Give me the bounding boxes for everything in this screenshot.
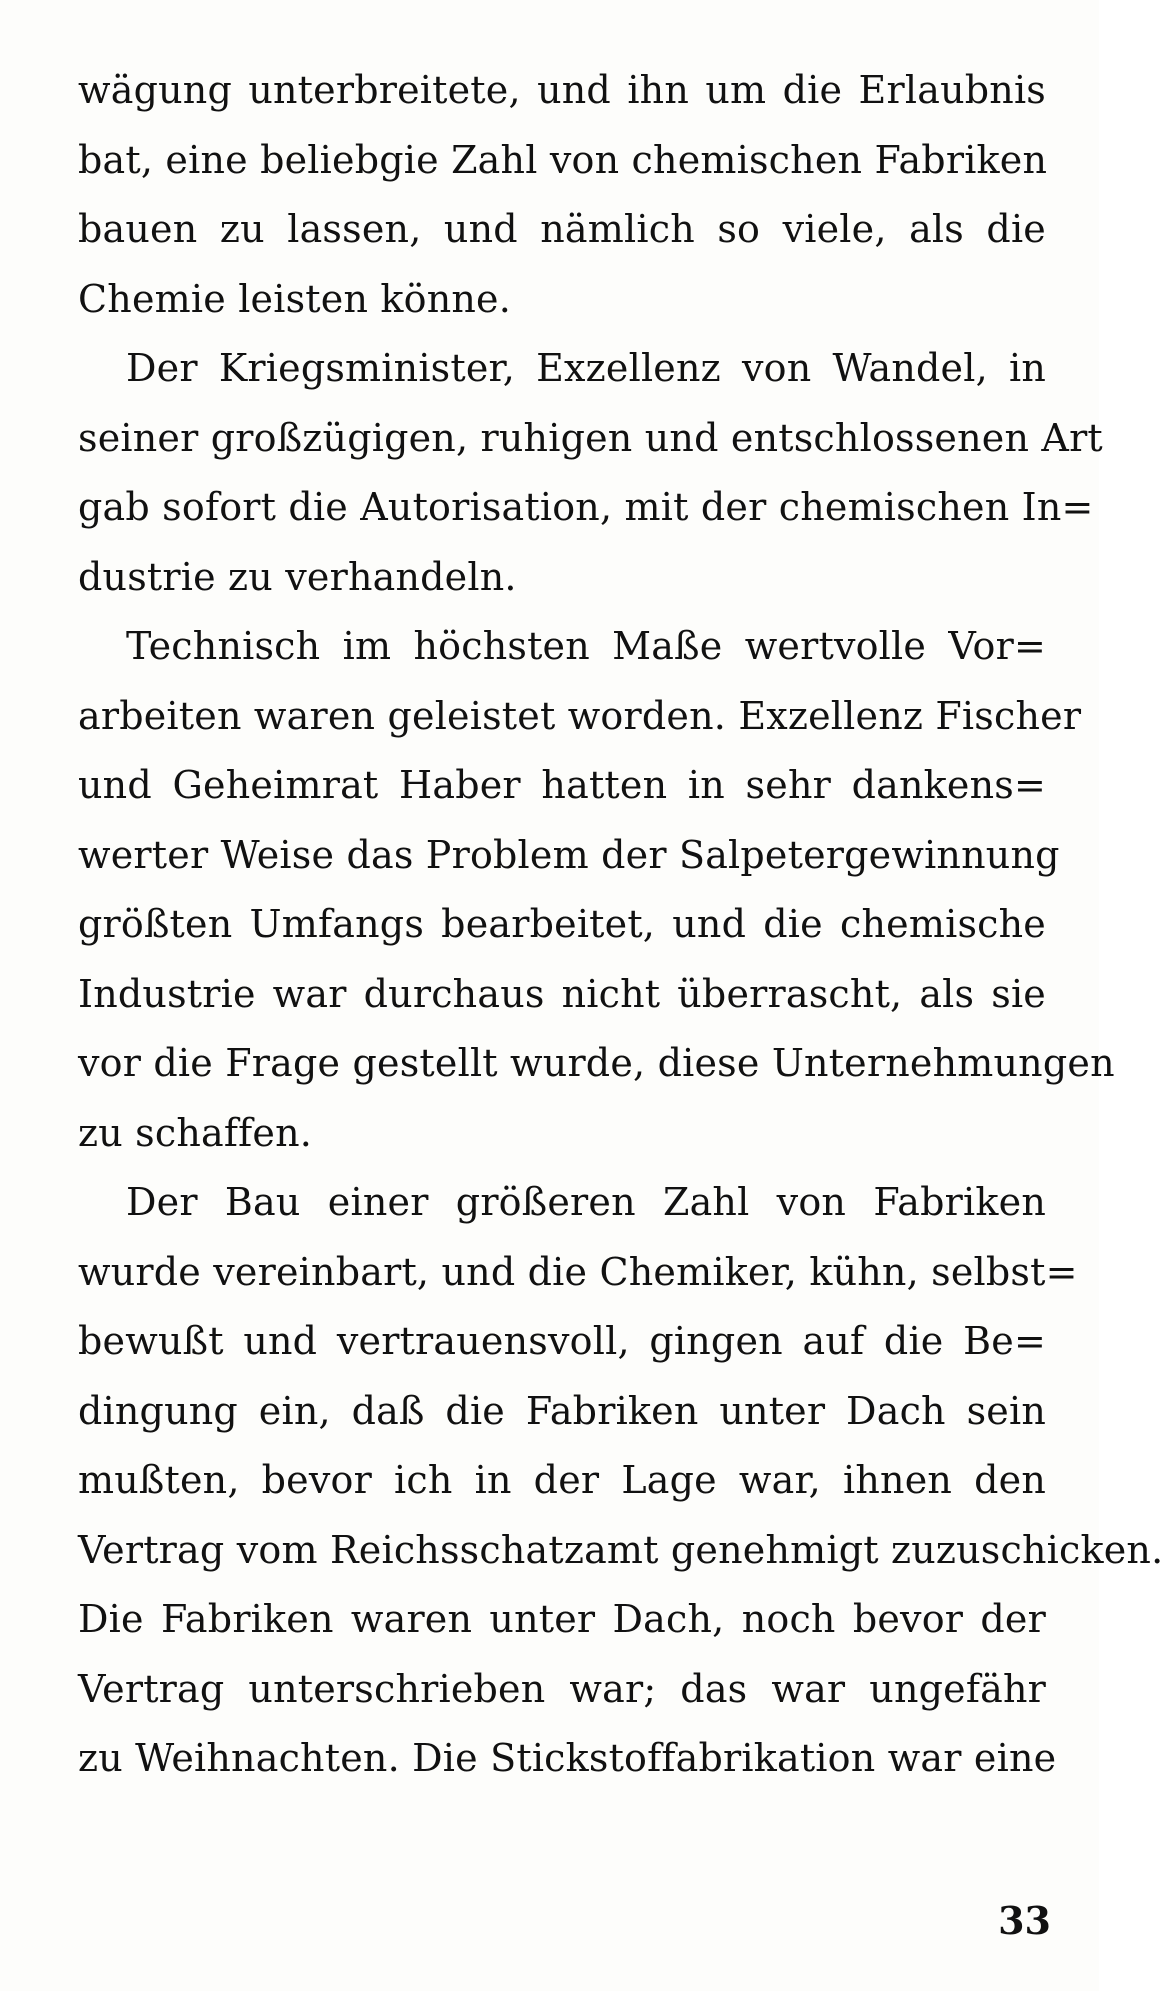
text-line: größten Umfangs bearbeitet, und die chemische xyxy=(78,902,1046,946)
paragraph-1 xyxy=(78,56,1046,334)
text-line: bewußt und vertrauensvoll, gingen auf die Be= xyxy=(78,1319,1046,1363)
text-line: Der Kriegsminister, Exzellenz von Wandel, in xyxy=(126,346,1046,390)
text-line: mußten, bevor ich in der Lage war, ihnen den xyxy=(78,1458,1046,1502)
text-line: Der Bau einer größeren Zahl von Fabriken xyxy=(126,1180,1046,1224)
text-line: arbeiten waren geleistet worden. Exzellenz Fischer xyxy=(78,693,1082,738)
text-line: bat, eine beliebgie Zahl von chemischen Fabriken xyxy=(78,137,1048,182)
text-line: Vertrag vom Reichsschatzamt genehmigt zuzuschicken. xyxy=(78,1527,1163,1572)
text-line: dingung ein, daß die Fabriken unter Dach sein xyxy=(78,1388,1046,1433)
text-line: Chemie leisten könne. xyxy=(78,276,512,321)
text-line: Die Fabriken waren unter Dach, noch bevor der xyxy=(78,1597,1046,1641)
text-line: dustrie zu verhandeln. xyxy=(78,554,517,599)
text-line: werter Weise das Problem der Salpetergewinnung xyxy=(78,832,1060,877)
text-line: bauen zu lassen, und nämlich so viele, als die xyxy=(78,207,1046,251)
text-line: wurde vereinbart, und die Chemiker, kühn, selbst= xyxy=(78,1249,1078,1294)
text-line: Vertrag unterschrieben war; das war ungefähr xyxy=(78,1666,1046,1711)
paragraph-2 xyxy=(78,334,1103,612)
paragraph-4 xyxy=(78,1168,1163,1794)
text-line: zu schaffen. xyxy=(78,1110,313,1155)
text-line: Industrie war durchaus nicht überrascht, als sie xyxy=(78,971,1046,1016)
page-number: 33 xyxy=(998,1898,1051,1943)
body-text xyxy=(78,56,1163,1794)
text-line: vor die Frage gestellt wurde, diese Unternehmungen xyxy=(78,1041,1115,1085)
paragraph-3 xyxy=(78,612,1115,1168)
text-line: gab sofort die Autorisation, mit der chemischen In= xyxy=(78,485,1094,529)
text-line: Technisch im höchsten Maße wertvolle Vor= xyxy=(126,624,1046,668)
text-line: seiner großzügigen, ruhigen und entschlossenen Art xyxy=(78,415,1103,460)
text-line: und Geheimrat Haber hatten in sehr dankens= xyxy=(78,763,1046,807)
text-line: zu Weihnachten. Die Stickstoffabrikation war eine xyxy=(78,1736,1057,1780)
text-line: wägung unterbreitete, und ihn um die Erlaubnis xyxy=(78,68,1046,112)
